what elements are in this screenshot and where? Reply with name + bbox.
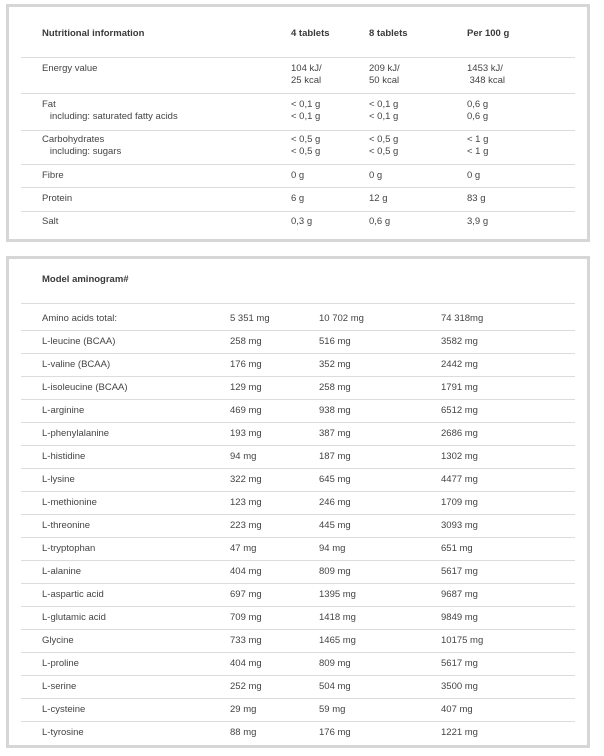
- nutrition-row: [21, 95, 575, 131]
- aminogram-row: [21, 446, 575, 469]
- amino-acid-value: 3093 mg: [441, 520, 478, 531]
- nutrition-header-col-1: 4 tablets: [291, 28, 330, 39]
- amino-acid-name: Glycine: [42, 635, 74, 646]
- nutrient-value: 104 kJ/ 25 kcal: [291, 63, 322, 86]
- nutrition-row: [21, 130, 575, 165]
- aminogram-row: [21, 561, 575, 584]
- nutrient-value: 0 g: [369, 170, 383, 181]
- nutrient-name: Fibre: [42, 170, 64, 181]
- aminogram-row: [21, 400, 575, 423]
- nutrient-value: 0 g: [291, 170, 305, 181]
- amino-acid-name: L-isoleucine (BCAA): [42, 382, 128, 393]
- amino-acid-value: 3500 mg: [441, 681, 478, 692]
- amino-acid-value: 445 mg: [319, 520, 351, 531]
- amino-acid-value: 1791 mg: [441, 382, 478, 393]
- amino-acid-value: 258 mg: [319, 382, 351, 393]
- nutrient-value: < 0,1 g < 0,1 g: [369, 99, 399, 122]
- nutrition-header-label: Nutritional information: [42, 28, 145, 39]
- amino-acid-value: 29 mg: [230, 704, 257, 715]
- amino-acid-name: L-threonine: [42, 520, 91, 531]
- aminogram-row: [21, 538, 575, 561]
- amino-acid-value: 404 mg: [230, 566, 262, 577]
- amino-acid-value: 59 mg: [319, 704, 346, 715]
- amino-acid-value: 88 mg: [230, 727, 257, 738]
- amino-acid-value: 129 mg: [230, 382, 262, 393]
- nutrient-value: < 1 g < 1 g: [467, 134, 489, 157]
- amino-acid-value: 6512 mg: [441, 405, 478, 416]
- amino-acid-name: Amino acids total:: [42, 313, 117, 324]
- amino-acid-value: 1418 mg: [319, 612, 356, 623]
- aminogram-row: [21, 722, 575, 744]
- aminogram-row: [21, 377, 575, 400]
- nutrition-row: [21, 59, 575, 94]
- nutrient-name: Carbohydrates including: sugars: [42, 134, 122, 157]
- nutrient-value: 0 g: [467, 170, 481, 181]
- amino-acid-name: L-tryptophan: [42, 543, 96, 554]
- amino-acid-name: L-arginine: [42, 405, 85, 416]
- amino-acid-value: 223 mg: [230, 520, 262, 531]
- aminogram-row: [21, 584, 575, 607]
- amino-acid-value: 469 mg: [230, 405, 262, 416]
- aminogram-table: [6, 256, 590, 748]
- amino-acid-value: 504 mg: [319, 681, 351, 692]
- nutrition-header-col-2: 8 tablets: [369, 28, 408, 39]
- amino-acid-value: 697 mg: [230, 589, 262, 600]
- nutrient-value: < 0,5 g < 0,5 g: [291, 134, 321, 157]
- amino-acid-value: 10 702 mg: [319, 313, 364, 324]
- amino-acid-value: 176 mg: [319, 727, 351, 738]
- amino-acid-name: L-aspartic acid: [42, 589, 104, 600]
- nutrient-value: < 0,1 g < 0,1 g: [291, 99, 321, 122]
- amino-acid-value: 193 mg: [230, 428, 262, 439]
- amino-acid-value: 651 mg: [441, 543, 473, 554]
- nutrient-value: 1453 kJ/ 348 kcal: [467, 63, 506, 86]
- amino-acid-value: 5617 mg: [441, 566, 478, 577]
- amino-acid-value: 5617 mg: [441, 658, 478, 669]
- aminogram-row: [21, 331, 575, 354]
- amino-acid-value: 4477 mg: [441, 474, 478, 485]
- amino-acid-name: L-glutamic acid: [42, 612, 106, 623]
- amino-acid-value: 809 mg: [319, 566, 351, 577]
- amino-acid-value: 47 mg: [230, 543, 257, 554]
- nutrition-header-row: [21, 28, 575, 58]
- aminogram-row: [21, 423, 575, 446]
- amino-acid-value: 246 mg: [319, 497, 351, 508]
- amino-acid-value: 2442 mg: [441, 359, 478, 370]
- amino-acid-value: 2686 mg: [441, 428, 478, 439]
- amino-acid-value: 123 mg: [230, 497, 262, 508]
- amino-acid-value: 1465 mg: [319, 635, 356, 646]
- amino-acid-value: 352 mg: [319, 359, 351, 370]
- amino-acid-value: 9687 mg: [441, 589, 478, 600]
- amino-acid-value: 9849 mg: [441, 612, 478, 623]
- amino-acid-value: 252 mg: [230, 681, 262, 692]
- amino-acid-name: L-serine: [42, 681, 77, 692]
- nutrition-header-col-3: Per 100 g: [467, 28, 510, 39]
- aminogram-title-row: [21, 274, 575, 304]
- nutrient-value: 83 g: [467, 193, 486, 204]
- aminogram-row: [21, 607, 575, 630]
- amino-acid-value: 1395 mg: [319, 589, 356, 600]
- amino-acid-value: 74 318mg: [441, 313, 484, 324]
- nutrient-value: 6 g: [291, 193, 305, 204]
- amino-acid-value: 387 mg: [319, 428, 351, 439]
- nutrient-name: Fat including: saturated fatty acids: [42, 99, 178, 122]
- nutrient-name: Protein: [42, 193, 73, 204]
- nutrition-row: [21, 165, 575, 188]
- nutrient-value: < 0,5 g < 0,5 g: [369, 134, 399, 157]
- amino-acid-name: L-histidine: [42, 451, 86, 462]
- amino-acid-value: 1221 mg: [441, 727, 478, 738]
- amino-acid-value: 94 mg: [230, 451, 257, 462]
- nutrient-value: 0,6 g: [369, 216, 391, 227]
- amino-acid-name: L-phenylalanine: [42, 428, 110, 439]
- nutrient-value: 0,6 g 0,6 g: [467, 99, 489, 122]
- nutrition-table: [6, 4, 590, 242]
- aminogram-row: [21, 676, 575, 699]
- nutrient-value: 12 g: [369, 193, 388, 204]
- amino-acid-value: 516 mg: [319, 336, 351, 347]
- aminogram-row: [21, 653, 575, 676]
- amino-acid-name: L-lysine: [42, 474, 75, 485]
- nutrient-value: 209 kJ/ 50 kcal: [369, 63, 400, 86]
- amino-acid-name: L-valine (BCAA): [42, 359, 111, 370]
- amino-acid-value: 938 mg: [319, 405, 351, 416]
- amino-acid-value: 176 mg: [230, 359, 262, 370]
- amino-acid-value: 322 mg: [230, 474, 262, 485]
- aminogram-row: [21, 492, 575, 515]
- amino-acid-value: 809 mg: [319, 658, 351, 669]
- amino-acid-value: 3582 mg: [441, 336, 478, 347]
- nutrition-row: [21, 188, 575, 212]
- nutrient-value: 0,3 g: [291, 216, 313, 227]
- nutrient-name: Energy value: [42, 63, 98, 74]
- amino-acid-value: 10175 mg: [441, 635, 484, 646]
- aminogram-title: Model aminogram#: [42, 274, 129, 285]
- amino-acid-value: 733 mg: [230, 635, 262, 646]
- amino-acid-name: L-cysteine: [42, 704, 86, 715]
- amino-acid-value: 1709 mg: [441, 497, 478, 508]
- nutrition-row: [21, 211, 575, 233]
- amino-acid-value: 187 mg: [319, 451, 351, 462]
- amino-acid-value: 94 mg: [319, 543, 346, 554]
- aminogram-row: [21, 515, 575, 538]
- aminogram-row: [21, 630, 575, 653]
- nutrient-name: Salt: [42, 216, 59, 227]
- amino-acid-name: L-leucine (BCAA): [42, 336, 116, 347]
- amino-acid-name: L-proline: [42, 658, 79, 669]
- amino-acid-value: 258 mg: [230, 336, 262, 347]
- aminogram-row: [21, 308, 575, 331]
- aminogram-row: [21, 469, 575, 492]
- aminogram-row: [21, 699, 575, 722]
- amino-acid-value: 407 mg: [441, 704, 473, 715]
- amino-acid-value: 645 mg: [319, 474, 351, 485]
- amino-acid-value: 709 mg: [230, 612, 262, 623]
- amino-acid-name: L-alanine: [42, 566, 82, 577]
- aminogram-row: [21, 354, 575, 377]
- amino-acid-value: 5 351 mg: [230, 313, 270, 324]
- nutrient-value: 3,9 g: [467, 216, 489, 227]
- amino-acid-name: L-methionine: [42, 497, 97, 508]
- amino-acid-name: L-tyrosine: [42, 727, 84, 738]
- amino-acid-value: 404 mg: [230, 658, 262, 669]
- amino-acid-value: 1302 mg: [441, 451, 478, 462]
